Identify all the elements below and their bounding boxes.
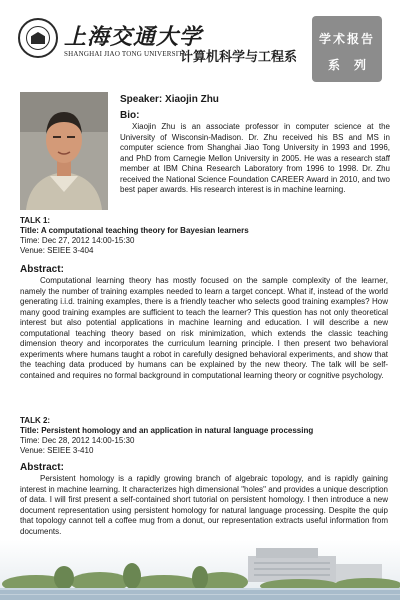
university-seal-icon <box>18 18 58 58</box>
talk-2-abstract: Persistent homology is a rapidly growing branch of algebraic topology, and is rapidly gaining interest in machine learning. It characterizes high dimensional "holes" and provides a unique description of data. I will first present a self-contained short tutorial on persistent homology. I then introduce a new document representation using persistent homology for natural language processing. Despite the quip that topology cannot tell a coffee mug from a donut, our representation extracts useful information from documents. <box>20 474 388 536</box>
series-badge <box>312 16 382 82</box>
speaker-bio: Xiaojin Zhu is an associate professor in computer science at the University of Wisconsin-Madison. Dr. Zhu received his BS and MS in computer science from Shanghai Jiao Tong University in 1993 and 1996, and PhD from Carnegie Mellon University in 2005. He was a research staff member at IBM China Research Laboratory from 1996 to 1998. Dr. Zhu received the National Science Foundation CAREER Award in 2010, and two best paper awards. His research interest is in machine learning. <box>120 122 390 194</box>
campus-landscape-icon <box>0 540 400 600</box>
talk-1-time: Time: Dec 27, 2012 14:00-15:30 <box>20 236 135 245</box>
talk-1-venue: Venue: SEIEE 3-404 <box>20 246 94 255</box>
talk-1-abstract-heading: Abstract: <box>20 264 64 275</box>
talk-2-abstract-heading: Abstract: <box>20 462 64 473</box>
bio-heading: Bio: <box>120 110 140 121</box>
department-name: 计算机科学与工程系 <box>180 49 298 64</box>
university-name-cn: 上海交通大学 <box>64 24 203 50</box>
university-name-en: SHANGHAI JIAO TONG UNIVERSITY <box>64 50 188 58</box>
talk-2-tag: TALK 2: <box>20 416 51 425</box>
speaker-photo <box>20 92 108 210</box>
speaker-name: Speaker: Xiaojin Zhu <box>120 94 219 105</box>
campus-scene-image <box>0 540 400 600</box>
talk-1-title: Title: A computational teaching theory for Bayesian learners <box>20 226 249 235</box>
speaker-portrait-icon <box>20 92 108 210</box>
talk-1-info <box>20 216 390 256</box>
talk-1-tag: TALK 1: <box>20 216 51 225</box>
talk-2-time: Time: Dec 28, 2012 14:00-15:30 <box>20 436 135 445</box>
talk-1-abstract: Computational learning theory has mostly focused on the sample complexity of the learner, namely the number of training examples needed to learn a target concept. What if, instead of the world generating i.i.d. training examples, there is a friendly teacher who selects good training examples? How many good training examples are sufficient to teach the learner? This question has not only theoretical interest but also potential applications in machine learning and education. I will describe a new computational teaching theory based on risk minimization, which extends the classic teaching dimension theory and incorporates the curriculum learning principle. I then present two behavioral experiments where humans taught a robot in carefully designed behavioral experiments, and show that the teaching data produced by humans can be explained by the new theory. The talk will be self-contained and requires no formal background in computational learning theory or cognitive psychology. <box>20 276 388 380</box>
series-badge-line2: 系列 <box>327 58 380 72</box>
talk-2-info <box>20 416 390 456</box>
talk-2-title: Title: Persistent homology and an application in natural language processing <box>20 426 314 435</box>
talk-2-venue: Venue: SEIEE 3-410 <box>20 446 94 455</box>
poster-header <box>0 0 400 90</box>
series-badge-line1: 学术报告 <box>318 32 375 46</box>
